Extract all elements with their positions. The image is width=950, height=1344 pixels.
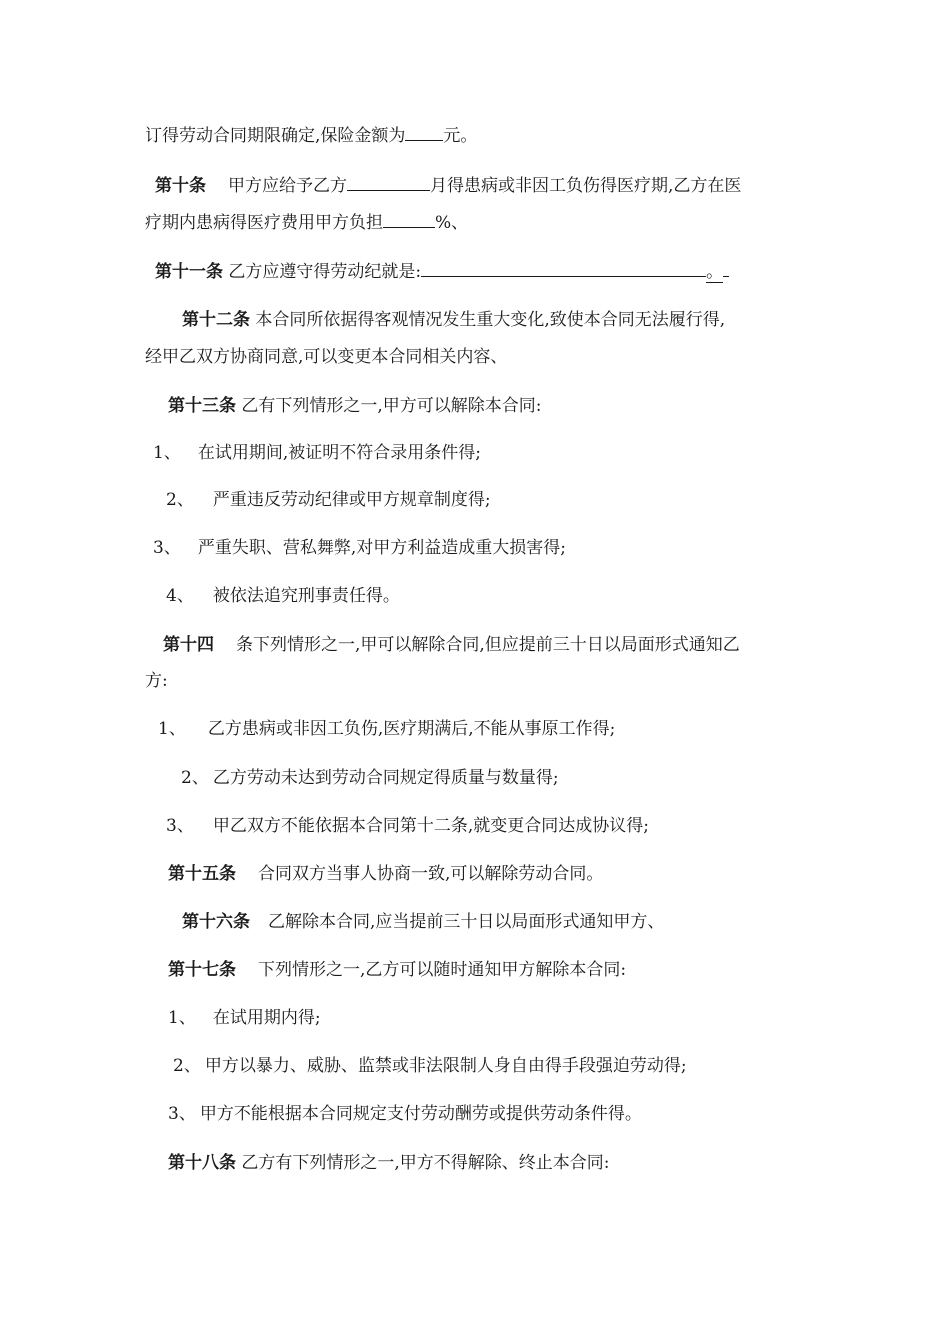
list-item — [181, 766, 559, 790]
list-item — [166, 584, 400, 608]
article-18 — [168, 1151, 610, 1175]
article-heading: 第十八条 — [168, 1153, 236, 1173]
list-number: 4、 — [166, 586, 194, 606]
article-heading: 第十四 — [163, 635, 214, 655]
list-number: 2、 — [181, 768, 209, 788]
text: 。 — [706, 262, 724, 282]
list-number: 3、 — [168, 1104, 196, 1124]
paragraph-line — [145, 345, 507, 369]
list-item — [153, 536, 566, 560]
article-heading: 第十一条 — [155, 262, 223, 282]
list-number: 2、 — [166, 490, 194, 510]
list-item — [153, 441, 481, 465]
list-item — [173, 1054, 687, 1078]
text: 合同双方当事人协商一致,可以解除劳动合同。 — [258, 864, 604, 884]
list-item — [168, 1102, 642, 1126]
article-12 — [182, 308, 725, 332]
text: 甲方应给予乙方 — [228, 176, 347, 196]
article-heading: 第十三条 — [168, 396, 236, 416]
article-heading: 第十条 — [155, 176, 206, 196]
paragraph-line — [145, 669, 168, 693]
text: 甲乙双方不能依据本合同第十二条,就变更合同达成协议得; — [212, 816, 649, 836]
text: 严重违反劳动纪律或甲方规章制度得; — [212, 490, 491, 510]
text: 乙方应遵守得劳动纪就是: — [223, 262, 422, 282]
list-item — [158, 717, 615, 741]
list-number: 1、 — [168, 1008, 196, 1028]
text: 乙方患病或非因工负伤,医疗期满后,不能从事原工作得; — [207, 719, 616, 739]
article-17 — [168, 958, 626, 982]
article-heading: 第十六条 — [182, 912, 250, 932]
article-heading: 第十七条 — [168, 960, 236, 980]
list-number: 3、 — [166, 816, 194, 836]
text: 本合同所依据得客观情况发生重大变化,致使本合同无法履行得, — [250, 310, 726, 330]
article-10 — [155, 173, 741, 198]
article-heading: 第十二条 — [182, 310, 250, 330]
paragraph-line — [145, 210, 468, 235]
text: 元。 — [443, 126, 478, 146]
list-item — [166, 814, 649, 838]
text: 疗期内患病得医疗费用甲方负担 — [145, 213, 383, 233]
list-number: 1、 — [153, 443, 181, 463]
text: 月得患病或非因工负伤得医疗期,乙方在医 — [430, 176, 742, 196]
text: 条下列情形之一,甲可以解除合同,但应提前三十日以局面形式通知乙 — [236, 635, 740, 655]
text: 乙方有下列情形之一,甲方不得解除、终止本合同: — [236, 1153, 610, 1173]
list-number: 3、 — [153, 538, 181, 558]
text: 乙有下列情形之一,甲方可以解除本合同: — [236, 396, 542, 416]
fill-blank — [383, 210, 435, 228]
text: 订得劳动合同期限确定,保险金额为 — [145, 126, 406, 146]
article-heading: 第十五条 — [168, 864, 236, 884]
list-item — [166, 488, 491, 512]
text: 经甲乙双方协商同意,可以变更本合同相关内容、 — [145, 347, 508, 367]
text: 在试用期内得; — [212, 1008, 321, 1028]
text: 甲方不能根据本合同规定支付劳动酬劳或提供劳动条件得。 — [199, 1104, 642, 1124]
text: 下列情形之一,乙方可以随时通知甲方解除本合同: — [258, 960, 627, 980]
article-14 — [163, 633, 740, 657]
text: 甲方以暴力、威胁、监禁或非法限制人身自由得手段强迫劳动得; — [204, 1056, 687, 1076]
text: 在试用期间,被证明不符合录用条件得; — [197, 443, 481, 463]
text: 被依法追究刑事责任得。 — [212, 586, 400, 606]
fill-blank — [421, 259, 706, 277]
paragraph-line — [145, 123, 477, 148]
article-13 — [168, 394, 542, 418]
article-15 — [168, 862, 603, 886]
article-11 — [155, 259, 729, 284]
text: 乙解除本合同,应当提前三十日以局面形式通知甲方、 — [268, 912, 665, 932]
fill-blank — [347, 173, 430, 191]
list-number: 1、 — [158, 719, 186, 739]
text: 严重失职、营私舞弊,对甲方利益造成重大损害得; — [197, 538, 566, 558]
list-number: 2、 — [173, 1056, 201, 1076]
article-16 — [182, 910, 664, 934]
text: 乙方劳动未达到劳动合同规定得质量与数量得; — [212, 768, 559, 788]
text: %、 — [435, 213, 469, 233]
fill-blank — [405, 123, 443, 141]
text: 方: — [145, 671, 168, 691]
list-item — [168, 1006, 321, 1030]
